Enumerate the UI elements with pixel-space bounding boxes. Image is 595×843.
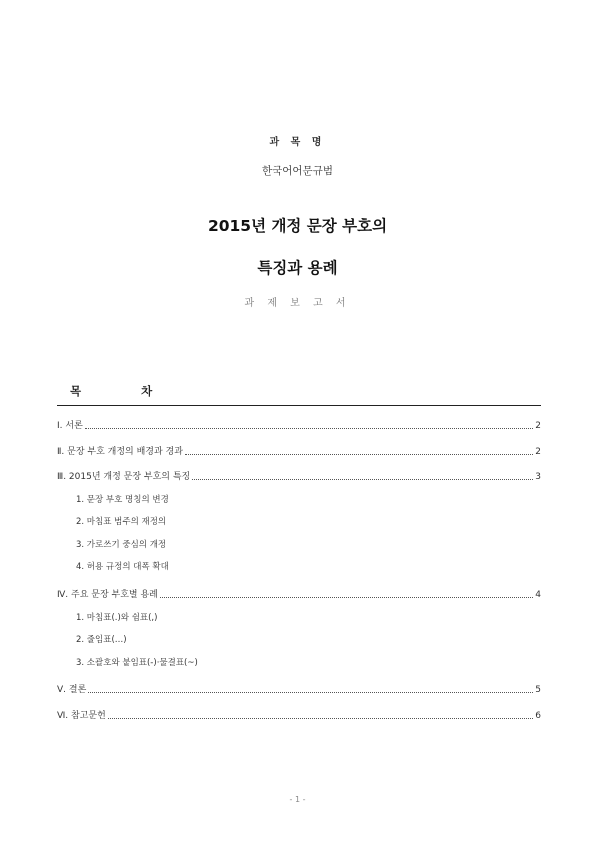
toc-subitem[interactable]: 1. 마침표(.)와 쉼표(,) — [76, 613, 158, 623]
toc-page-number: 2 — [535, 421, 541, 431]
toc-entry-label: Ⅳ. 주요 문장 부호별 용례 — [57, 590, 158, 600]
subject-label: 과 목 명 — [269, 137, 326, 148]
report-type-label: 과 제 보 고 서 — [244, 298, 351, 309]
toc-entry-usage-examples[interactable] — [57, 589, 541, 601]
toc-heading: 목 차 — [70, 384, 181, 398]
toc-entry-label: Ⅴ. 결론 — [57, 685, 87, 695]
toc-page-number: 4 — [535, 590, 541, 600]
toc-entry-introduction[interactable] — [57, 420, 541, 432]
toc-entry-conclusion[interactable] — [57, 684, 541, 696]
toc-subitem[interactable]: 4. 허용 규정의 대폭 확대 — [76, 562, 169, 572]
toc-page-number: 5 — [535, 685, 541, 695]
toc-page-number: 6 — [535, 711, 541, 721]
toc-leader-dots — [160, 597, 533, 598]
toc-subitem[interactable]: 3. 소괄호와 붙임표(-)·물결표(~) — [76, 658, 198, 668]
toc-subitem[interactable]: 2. 마침표 범주의 재정의 — [76, 517, 167, 527]
toc-entry-label: Ⅰ. 서론 — [57, 421, 83, 431]
toc-subitem[interactable]: 2. 줄임표(…) — [76, 635, 127, 645]
report-title-line2: 특징과 용례 — [257, 259, 338, 277]
toc-entry-references[interactable] — [57, 710, 541, 722]
toc-subitem[interactable]: 3. 가로쓰기 중심의 개정 — [76, 540, 167, 550]
toc-page-number: 3 — [535, 472, 541, 482]
toc-entry-features[interactable] — [57, 471, 541, 483]
subject-name: 한국어어문규범 — [261, 165, 333, 177]
toc-leader-dots — [88, 692, 533, 693]
toc-leader-dots — [108, 718, 533, 719]
toc-leader-dots — [85, 428, 534, 429]
toc-entry-label: Ⅵ. 참고문헌 — [57, 711, 106, 721]
toc-leader-dots — [185, 454, 533, 455]
toc-leader-dots — [192, 479, 533, 480]
toc-entry-label: Ⅱ. 문장 부호 개정의 배경과 경과 — [57, 447, 183, 457]
toc-divider — [57, 405, 541, 406]
toc-page-number: 2 — [535, 447, 541, 457]
page-footer-number: - 1 - — [289, 795, 306, 804]
toc-subitem[interactable]: 1. 문장 부호 명칭의 변경 — [76, 495, 169, 505]
report-title-line1: 2015년 개정 문장 부호의 — [207, 217, 388, 235]
toc-entry-background[interactable] — [57, 446, 541, 458]
toc-entry-label: Ⅲ. 2015년 개정 문장 부호의 특징 — [57, 472, 191, 482]
